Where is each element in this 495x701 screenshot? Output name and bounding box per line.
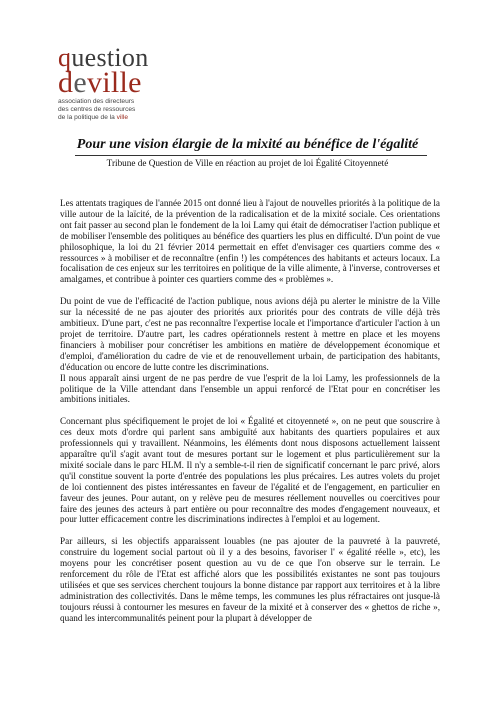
- logo-wordmark-deville: deville: [58, 66, 142, 100]
- logo: [58, 43, 178, 121]
- logo-wordmark-question: question: [58, 43, 149, 72]
- logo-tagline: association des directeurs des centres de ressources de la politique de la ville: [58, 98, 136, 121]
- paragraph: Du point de vue de l'efficacité de l'action publique, nous avions déjà pu alerter le ministre de la Ville sur la nécessité de ne pas ajouter des priorités aux priorités pour des contrats de ville déjà très ambitieux. D'une part, c'est ne pas reconnaître l'expertise locale et l'importance d'articuler l'action à un projet de territoire. D'autre part, les cadres opérationnels restent à mettre en place et les moyens financiers à mobiliser pour concrétiser les ambitions en matière de développement économique et d'emploi, d'amélioration du cadre de vie et de renouvellement urbain, de participation des habitants, d'éducation ou encore de lutte contre les discriminations.: [60, 296, 440, 372]
- paragraph: Par ailleurs, si les objectifs apparaissent louables (ne pas ajouter de la pauvreté à la pauvreté, construire du logement social partout où il y a des besoins, favoriser l' « égalité réelle », etc), les moyens pour les concrétiser posent question au vu de ce que l'on observe sur le terrain. Le renforcement du rôle de l'Etat est affiché alors que les possibilités existantes ne sont pas toujours utilisées et que ses services cherchent toujours la bonne distance par rapport aux territoires et à la libre administration des collectivités. Dans le même temps, les communes les plus réfractaires ont jusque-là toujours réussi à contourner les mesures en faveur de la mixité et à conserver des « ghettos de riche », quand les intercommunalités peinent pour la plupart à développer de: [60, 536, 440, 623]
- article-body: [60, 198, 440, 635]
- document-subtitle: Tribune de Question de Ville en réaction au projet de loi Égalité Citoyenneté: [106, 158, 389, 168]
- paragraph: Les attentats tragiques de l'année 2015 ont donné lieu à l'ajout de nouvelles priorités à la politique de la ville autour de la laïcité, de la prévention de la radicalisation et de la mixité sociale. Ces orientations ont fait passer au second plan le fondement de la loi Lamy qui était de démocratiser l'action publique et de mobiliser l'ensemble des politiques au bénéfice des quartiers les plus en difficulté. D'un point de vue philosophique, la loi du 21 février 2014 permettait en effet d'envisager ces quartiers comme des « ressources » à mobiliser et de reconnaître (enfin !) les compétences des habitants et acteurs locaux. La focalisation de ces enjeux sur les territoires en politique de la ville alimente, à l'inverse, controverses et amalgames, et contribue à pointer ces quartiers comme des « problèmes ».: [60, 198, 440, 285]
- paragraph: Concernant plus spécifiquement le projet de loi « Égalité et citoyenneté », on ne peut que souscrire à ces deux mots d'ordre qui parlent sans ambiguïté aux habitants des quartiers populaires et aux professionnels qui y travaillent. Néanmoins, les éléments dont nous disposons actuellement laissent apparaître qu'il s'agit avant tout de mesures portant sur le logement et plus particulièrement sur la mixité sociale dans le parc HLM. Il n'y a semble-t-il rien de significatif concernant le parc privé, alors qu'il constitue souvent la porte d'entrée des populations les plus précaires. Les autres volets du projet de loi contiennent des pistes intéressantes en faveur de l'égalité et de l'engagement, en particulier en faveur des jeunes. Pour autant, on y relève peu de mesures réellement nouvelles ou coercitives pour faire des jeunes des acteurs à part entière ou pour reconnaître des modes d'engagement nouveaux, et pour lutter efficacement contre les discriminations indirectes à l'emploi et au logement.: [60, 416, 440, 525]
- paragraph: Il nous apparaît ainsi urgent de ne pas perdre de vue l'esprit de la loi Lamy, les professionnels de la politique de la Ville attendant dans l'ensemble un appui renforcé de l'Etat pour en concrétiser les ambitions initiales.: [60, 372, 440, 405]
- title-divider: [75, 155, 427, 156]
- document-title: Pour une vision élargie de la mixité au bénéfice de l'égalité: [76, 137, 419, 152]
